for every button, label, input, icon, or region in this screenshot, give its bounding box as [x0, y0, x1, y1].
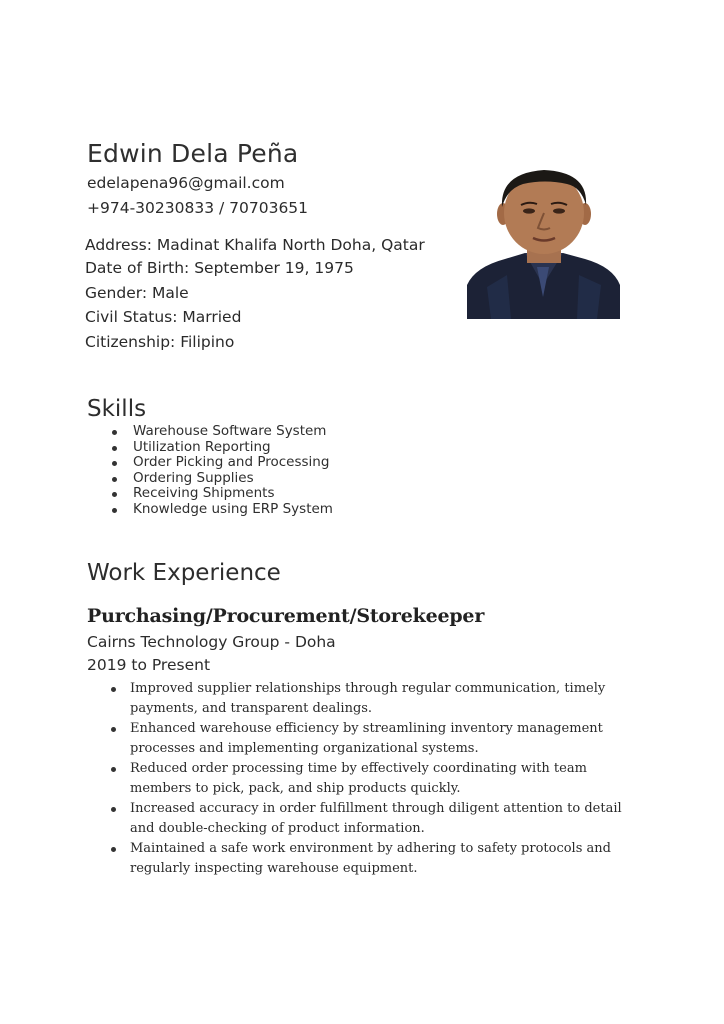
job-title: Purchasing/Procurement/Storekeeper	[87, 605, 485, 627]
candidate-name: Edwin Dela Peña	[87, 139, 299, 168]
company-name: Cairns Technology Group - Doha	[87, 633, 336, 651]
duty-item: Improved supplier relationships through regular communication, timely payments, and transparent dealings.	[108, 679, 648, 719]
job-period: 2019 to Present	[87, 656, 211, 674]
skill-item: Ordering Supplies	[108, 471, 333, 487]
email-address: edelapena96@gmail.com	[87, 174, 285, 192]
profile-photo	[467, 167, 620, 319]
duty-item: Reduced order processing time by effectively coordinating with team members to pick, pack, and ship products quickly.	[108, 759, 648, 799]
skills-heading: Skills	[87, 396, 147, 422]
duty-item: Enhanced warehouse efficiency by streamlining inventory management processes and implementing organizational systems.	[108, 719, 648, 759]
skill-item: Receiving Shipments	[108, 486, 333, 502]
job-duties-list	[108, 679, 648, 879]
skill-item: Order Picking and Processing	[108, 455, 333, 471]
address-line: Address: Madinat Khalifa North Doha, Qatar	[85, 236, 425, 254]
skill-item: Utilization Reporting	[108, 440, 333, 456]
birth-date-line: Date of Birth: September 19, 1975	[85, 259, 354, 277]
phone-number: +974-30230833 / 70703651	[87, 199, 309, 217]
skills-list	[108, 424, 333, 517]
civil-status-line: Civil Status: Married	[85, 308, 242, 326]
gender-line: Gender: Male	[85, 284, 189, 302]
skill-item: Warehouse Software System	[108, 424, 333, 440]
work-experience-heading: Work Experience	[87, 560, 281, 586]
duty-item: Increased accuracy in order fulfillment through diligent attention to detail and double-checking of product information.	[108, 799, 648, 839]
duty-item: Maintained a safe work environment by adhering to safety protocols and regularly inspecting warehouse equipment.	[108, 839, 648, 879]
citizenship-line: Citizenship: Filipino	[85, 333, 235, 351]
skill-item: Knowledge using ERP System	[108, 502, 333, 518]
